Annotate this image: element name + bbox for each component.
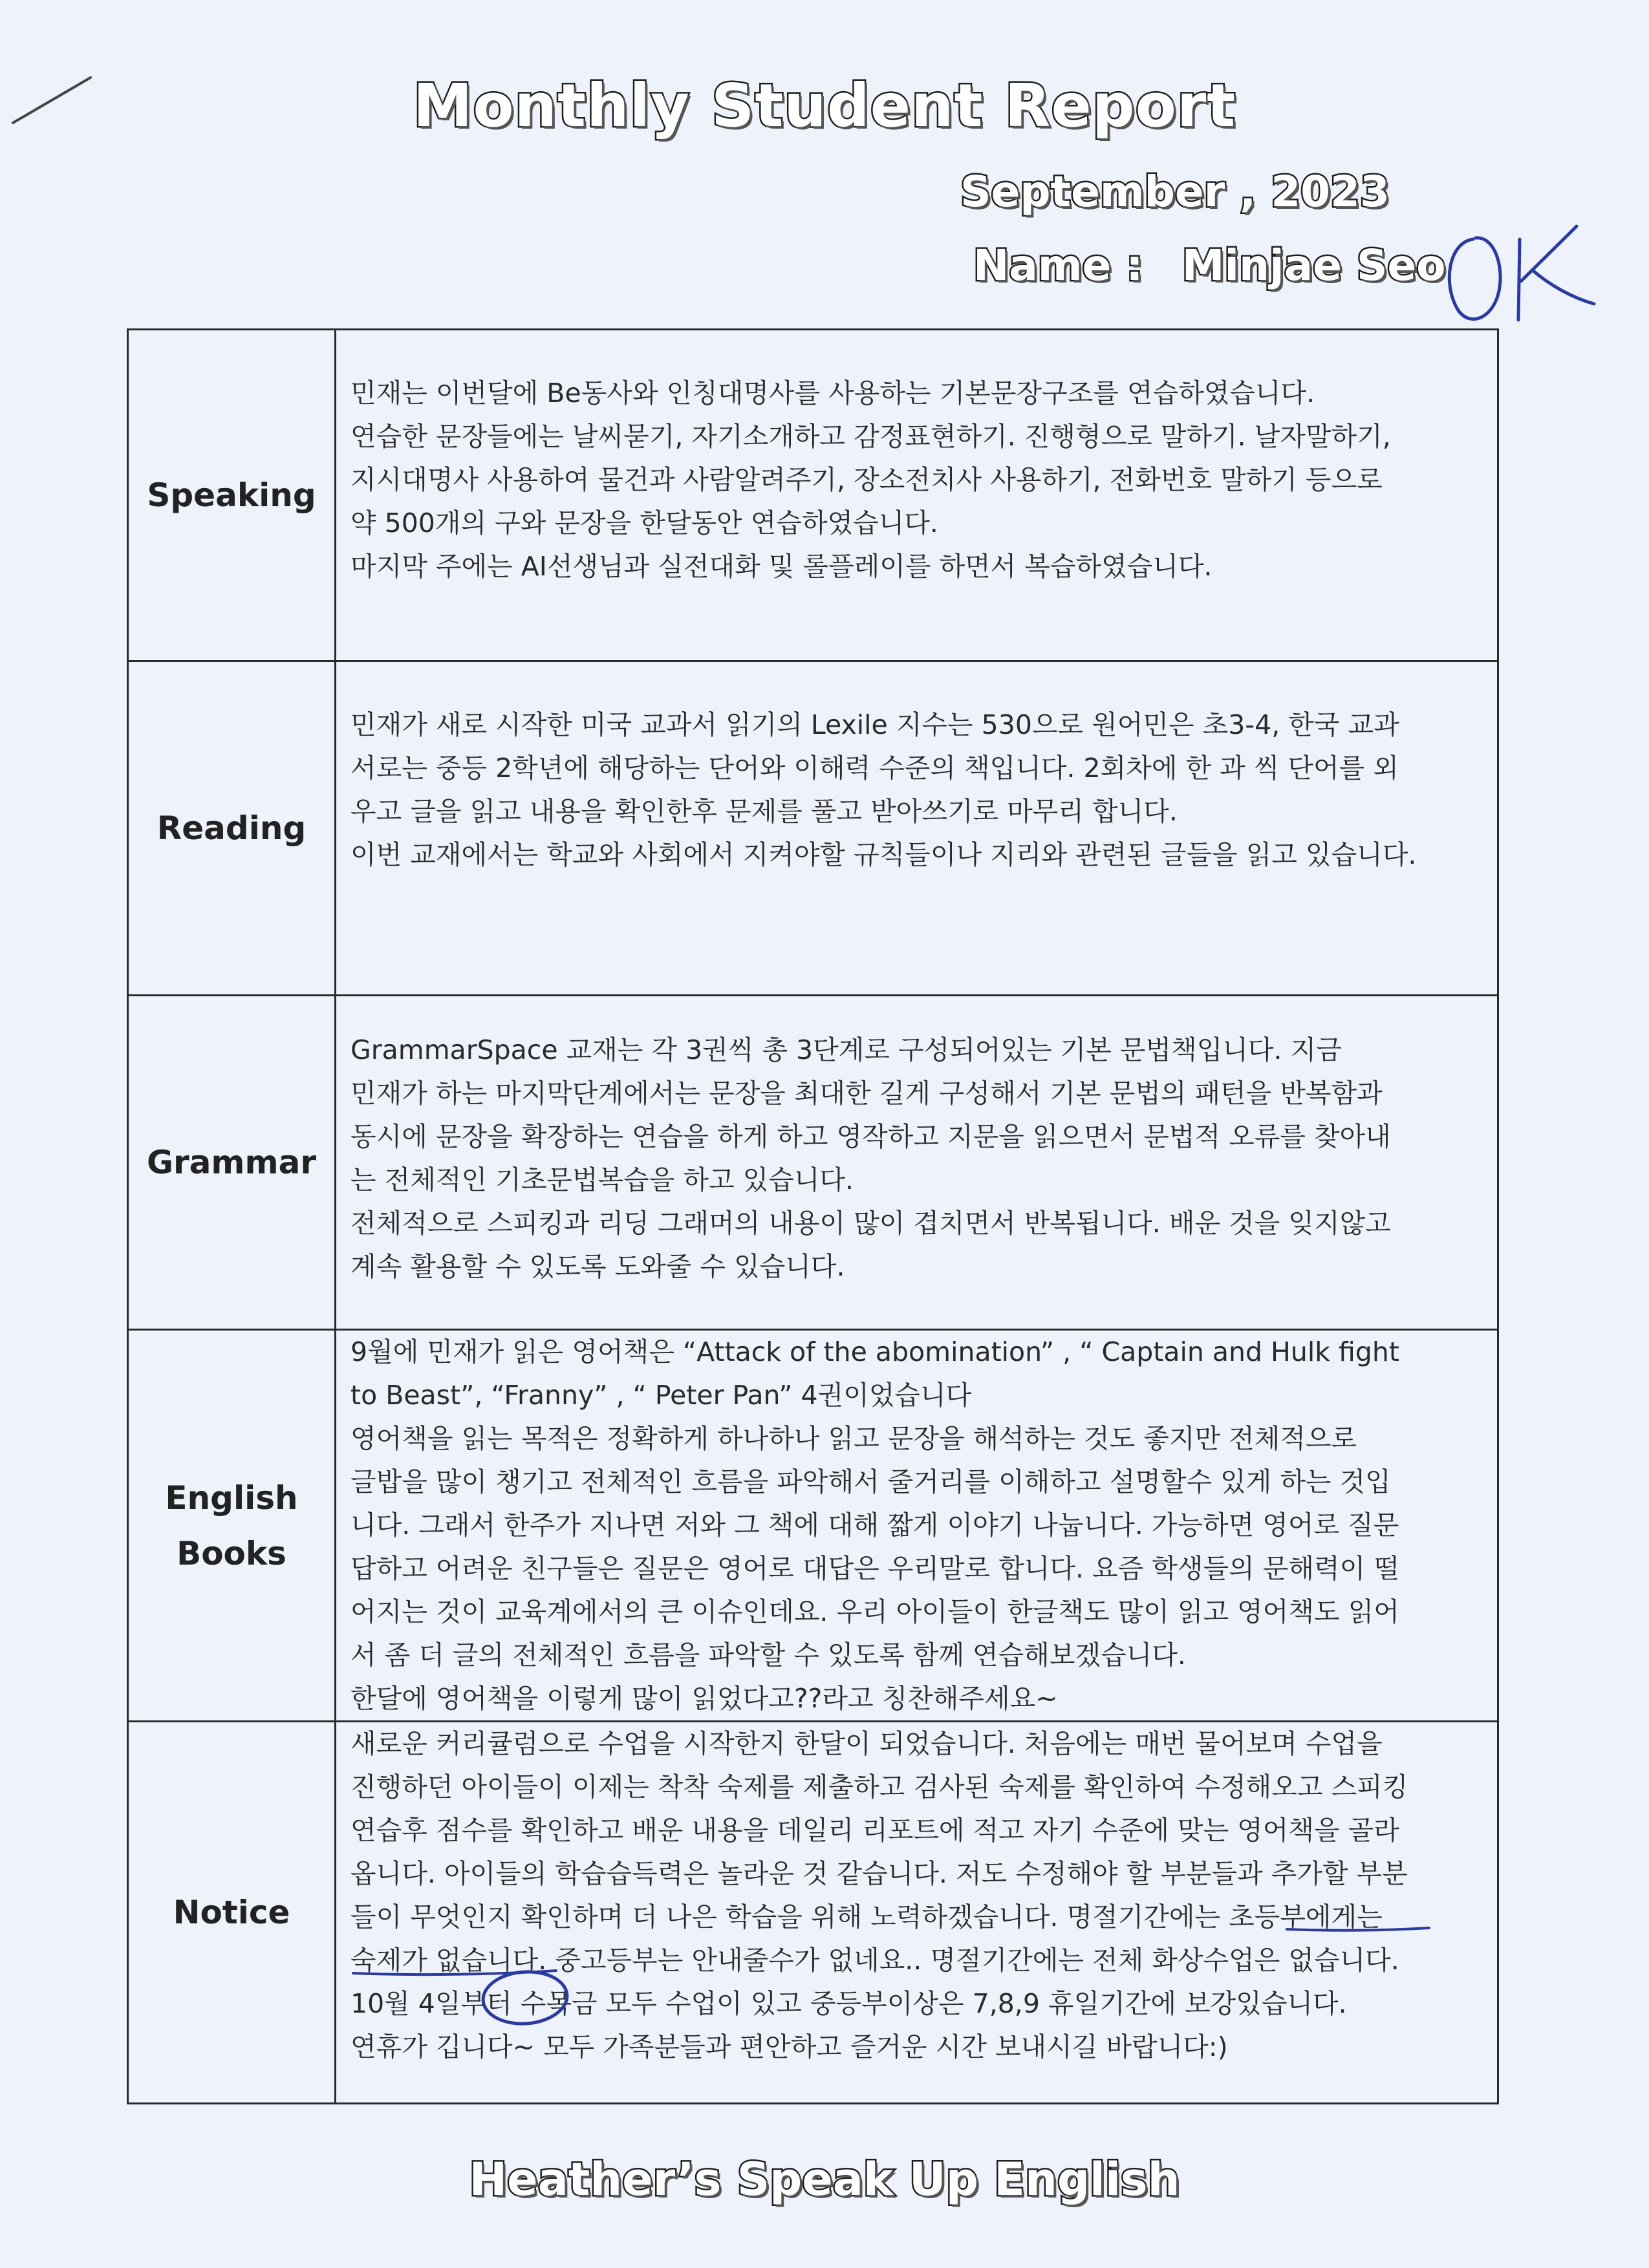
text-line: 약 500개의 구와 문장을 한달동안 연습하였습니다. bbox=[350, 508, 938, 539]
text-line: 영어책을 읽는 목적은 정확하게 하나하나 읽고 문장을 해석하는 것도 좋지만 전체적으로 bbox=[350, 1423, 1357, 1454]
section-content-speaking bbox=[336, 330, 1498, 661]
text-line: 전체적으로 스피킹과 리딩 그래머의 내용이 많이 겹치면서 반복됩니다. 배운 것을 잊지않고 bbox=[350, 1208, 1391, 1239]
table-row-grammar bbox=[128, 996, 1498, 1330]
section-content-grammar bbox=[336, 996, 1498, 1330]
text-line: 우고 글을 읽고 내용을 확인한후 문제를 풀고 받아쓰기로 마무리 합니다. bbox=[350, 796, 1178, 827]
text-line: 니다. 그래서 한주가 지나면 저와 그 책에 대해 짧게 이야기 나눕니다. 가능하면 영어로 질문 bbox=[350, 1510, 1399, 1541]
text-line: 숙제가 없습니다. 중고등부는 안내줄수가 없네요.. 명절기간에는 전체 화상수업은 없습니다. bbox=[350, 1945, 1399, 1976]
text-line: 들이 무엇인지 확인하며 더 나은 학습을 위해 노력하겠습니다. 명절기간에는 초등부에게는 bbox=[350, 1901, 1383, 1932]
label-line: English bbox=[165, 1479, 298, 1517]
section-label-reading: Reading bbox=[128, 661, 336, 996]
text-line: 어지는 것이 교육계에서의 큰 이슈인데요. 우리 아이들이 한글책도 많이 읽고 영어책도 읽어 bbox=[350, 1596, 1399, 1627]
handwritten-ok-mark bbox=[1429, 213, 1597, 330]
section-content-reading bbox=[336, 661, 1498, 996]
text-line: 마지막 주에는 AI선생님과 실전대화 및 롤플레이를 하면서 복습하였습니다. bbox=[350, 551, 1212, 582]
text-line: 새로운 커리큘럼으로 수업을 시작한지 한달이 되었습니다. 처음에는 매번 물어보며 수업을 bbox=[350, 1728, 1383, 1759]
footer-brand: Heather’s Speak Up English bbox=[469, 2153, 1180, 2206]
text-line: 글밥을 많이 챙기고 전체적인 흐름을 파악해서 줄거리를 이해하고 설명할수 있게 하는 것입 bbox=[350, 1466, 1391, 1497]
text-line: 연습후 점수를 확인하고 배운 내용을 데일리 리포트에 적고 자기 수준에 맞는 영어책을 골라 bbox=[350, 1815, 1399, 1846]
text-line: 는 전체적인 기초문법복습을 하고 있습니다. bbox=[350, 1164, 854, 1195]
report-table bbox=[127, 328, 1499, 2104]
report-date: September , 2023 bbox=[960, 167, 1390, 217]
section-label-speaking: Speaking bbox=[128, 330, 336, 661]
text-line: 민재가 새로 시작한 미국 교과서 읽기의 Lexile 지수는 530으로 원어민은 초3-4, 한국 교과 bbox=[350, 709, 1399, 740]
text-line: to Beast”, “Franny” , “ Peter Pan” 4권이었습니다 bbox=[350, 1380, 972, 1411]
text-line: GrammarSpace 교재는 각 3권씩 총 3단계로 구성되어있는 기본 문법책입니다. 지금 bbox=[350, 1034, 1342, 1065]
text-line: 서로는 중등 2학년에 해당하는 단어와 이해력 수준의 책입니다. 2회차에 한 과 씩 단어를 외 bbox=[350, 753, 1399, 784]
text-line: 계속 활용할 수 있도록 도와줄 수 있습니다. bbox=[350, 1251, 845, 1282]
table-row-speaking bbox=[128, 330, 1498, 661]
section-content-notice bbox=[336, 1722, 1498, 2104]
table-row-notice bbox=[128, 1722, 1498, 2104]
text-line: 지시대명사 사용하여 물건과 사람알려주기, 장소전치사 사용하기, 전화번호 말하기 등으로 bbox=[350, 464, 1383, 495]
text-line: 한달에 영어책을 이렇게 많이 읽었다고??라고 칭찬해주세요~ bbox=[350, 1683, 1058, 1714]
report-title: Monthly Student Report bbox=[413, 71, 1236, 140]
text-line: 민재는 이번달에 Be동사와 인칭대명사를 사용하는 기본문장구조를 연습하였습니다. bbox=[350, 378, 1315, 409]
student-name-row bbox=[973, 241, 1446, 290]
text-line: 이번 교재에서는 학교와 사회에서 지켜야할 규칙들이나 지리와 관련된 글들을 읽고 있습니다. bbox=[350, 839, 1417, 870]
section-content-english-books bbox=[336, 1330, 1498, 1722]
text-line: 연휴가 깁니다~ 모두 가족분들과 편안하고 즐거운 시간 보내시길 바랍니다:) bbox=[350, 2031, 1228, 2062]
text-line: 서 좀 더 글의 전체적인 흐름을 파악할 수 있도록 함께 연습해보겠습니다. bbox=[350, 1640, 1186, 1671]
section-label-notice: Notice bbox=[128, 1722, 336, 2104]
text-line: 연습한 문장들에는 날씨묻기, 자기소개하고 감정표현하기. 진행형으로 말하기. 날자말하기, bbox=[350, 421, 1391, 452]
section-label-english-books bbox=[128, 1330, 336, 1722]
label-line: Books bbox=[177, 1534, 286, 1572]
name-label: Name : bbox=[973, 241, 1143, 290]
text-line: 옵니다. 아이들의 학습습득력은 놀라운 것 같습니다. 저도 수정해야 할 부분들과 추가할 부분 bbox=[350, 1858, 1408, 1889]
table-row-reading bbox=[128, 661, 1498, 996]
table-row-english-books bbox=[128, 1330, 1498, 1722]
section-label-grammar: Grammar bbox=[128, 996, 336, 1330]
text-line: 민재가 하는 마지막단계에서는 문장을 최대한 길게 구성해서 기본 문법의 패턴을 반복함과 bbox=[350, 1078, 1383, 1109]
text-line: 답하고 어려운 친구들은 질문은 영어로 대답은 우리말로 합니다. 요즘 학생들의 문해력이 떨 bbox=[350, 1553, 1399, 1584]
text-line: 9월에 민재가 읽은 영어책은 “Attack of the abomination” , “ Captain and Hulk fight bbox=[350, 1336, 1399, 1367]
text-line: 10월 4일부터 수목금 모두 수업이 있고 중등부이상은 7,8,9 휴일기간에 보강있습니다. bbox=[350, 1988, 1347, 2019]
student-name: Minjae Seo bbox=[1181, 241, 1446, 290]
text-line: 진행하던 아이들이 이제는 착착 숙제를 제출하고 검사된 숙제를 확인하여 수정해오고 스피킹 bbox=[350, 1771, 1408, 1803]
text-line: 동시에 문장을 확장하는 연습을 하게 하고 영작하고 지문을 읽으면서 문법적 오류를 찾아내 bbox=[350, 1121, 1391, 1152]
